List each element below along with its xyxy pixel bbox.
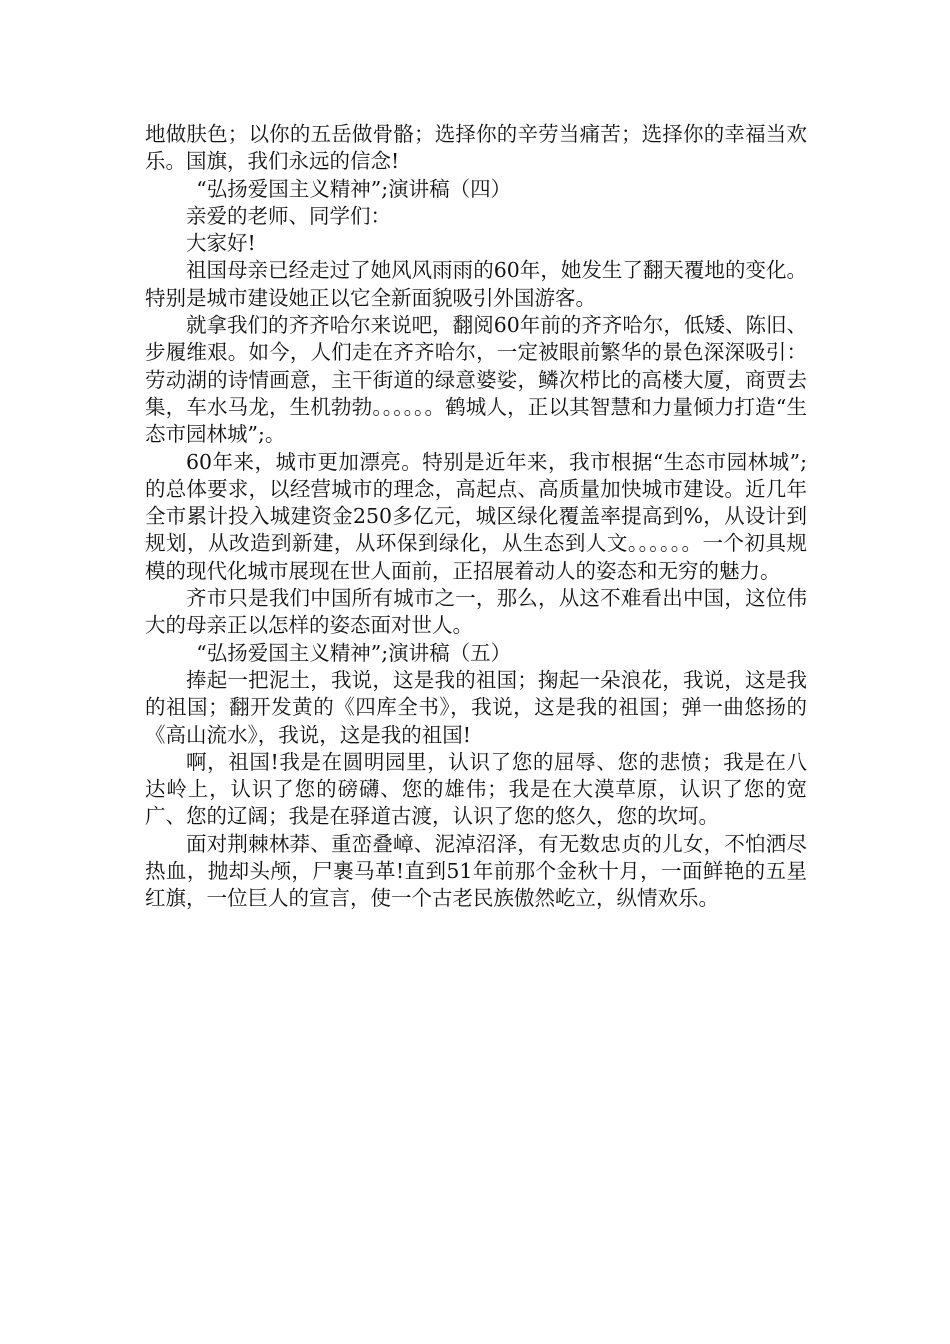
paragraph-continuation: 地做肤色；以你的五岳做骨骼；选择你的辛劳当痛苦；选择你的幸福当欢乐。国旗，我们永远的信念! [145,122,807,174]
section-heading-4: “弘扬爱国主义精神”;演讲稿（四） [196,176,512,201]
paragraph: 60年来，城市更加漂亮。特别是近年来，我市根据“生态市园林城”;的总体要求，以经营城市的理念，高起点、高质量加快城市建设。近几年全市累计投入城建资金250多亿元，城区绿化覆盖率提高到%，从设计到规划，从改造到新建，从环保到绿化，从生态到人文。。。。。。一个初具规模的现代化城市展现在世人面前，正招展着动人的姿态和无穷的魅力。 [145,449,807,583]
paragraph: 面对荆棘林莽、重峦叠嶂、泥淖沼泽，有无数忠贞的儿女，不怕洒尽热血，抛却头颅，尸裹马革!直到51年前那个金秋十月，一面鲜艳的五星红旗，一位巨人的宣言，使一个古老民族傲然屹立，纵情欢乐。 [145,831,807,911]
greeting: 大家好! [186,231,256,256]
paragraph: 祖国母亲已经走过了她风风雨雨的60年，她发生了翻天覆地的变化。特别是城市建设她正以它全新面貌吸引外国游客。 [145,258,807,310]
section-heading-5: “弘扬爱国主义精神”;演讲稿（五） [196,640,512,665]
paragraph: 捧起一把泥土，我说，这是我的祖国；掬起一朵浪花，我说，这是我的祖国；翻开发黄的《四库全书》，我说，这是我的祖国；弹一曲悠扬的《高山流水》，我说，这是我的祖国! [145,667,807,747]
paragraph: 就拿我们的齐齐哈尔来说吧，翻阅60年前的齐齐哈尔，低矮、陈旧、步履维艰。如今，人们走在齐齐哈尔，一定被眼前繁华的景色深深吸引：劳动湖的诗情画意，主干街道的绿意婆娑，鳞次栉比的高楼大厦，商贾去集，车水马龙，生机勃勃。。。。。。鹤城人，正以其智慧和力量倾力打造“生态市园林城”;。 [145,313,807,447]
salutation: 亲爱的老师、同学们： [186,203,391,228]
paragraph: 啊，祖国!我是在圆明园里，认识了您的屈辱、您的悲愤；我是在八达岭上，认识了您的磅礴、您的雄伟；我是在大漠草原，认识了您的宽广、您的辽阔；我是在驿道古渡，认识了您的悠久，您的坎坷。 [145,749,807,829]
document-body [145,121,807,913]
paragraph: 齐市只是我们中国所有城市之一，那么，从这不难看出中国，这位伟大的母亲正以怎样的姿态面对世人。 [145,586,807,638]
